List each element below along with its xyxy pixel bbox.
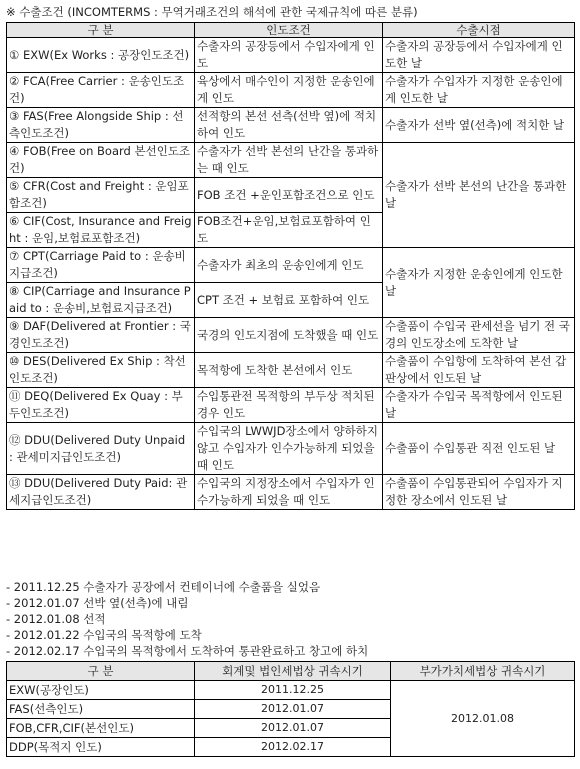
export-point-cell: 수출품이 수입통관 직전 인도된 날	[383, 423, 575, 475]
delivery-cell: 육상에서 매수인이 지정한 운송인에게 인도	[195, 73, 383, 108]
export-point-cell: 수출품이 수입항에 도착하여 본선 갑판상에서 인도된 날	[383, 353, 575, 388]
delivery-cell: FOB조건+운임,보험료포함하여 인도	[195, 213, 383, 248]
attribution-timing-table	[6, 661, 575, 757]
column-header-accounting-timing: 회계및 법인세법상 귀속시기	[195, 662, 391, 681]
table-row	[7, 353, 575, 388]
export-point-cell: 수출자가 선박 본선의 난간을 통과한 날	[383, 143, 575, 248]
delivery-cell: CPT 조건 + 보험료 포함하여 인도	[195, 283, 383, 318]
column-header-delivery: 인도조건	[195, 23, 383, 38]
accounting-date-cell: 2012.02.17	[195, 738, 391, 757]
table-row	[7, 681, 575, 700]
term-cell: ③ FAS(Free Alongside Ship : 선측인도조건)	[7, 108, 195, 143]
table-row	[7, 73, 575, 108]
column-header-export-point: 수출시점	[383, 23, 575, 38]
table-row	[7, 388, 575, 423]
export-point-cell: 수출품이 수입통관되어 수입자가 지정한 장소에서 인도된 날	[383, 475, 575, 510]
delivery-cell: 선적항의 본선 선측(선박 옆)에 적치하여 인도	[195, 108, 383, 143]
term-cell: ① EXW(Ex Works : 공장인도조건)	[7, 38, 195, 73]
term-cell: ⑥ CIF(Cost, Insurance and Freight : 운임,보험료포함조건)	[7, 213, 195, 248]
section-heading: ※ 수출조건 (INCOMTERMS : 무역거래조건의 해석에 관한 국제규칙에 따른 분류)	[6, 5, 418, 19]
term-cell: FOB,CFR,CIF(본선인도)	[7, 719, 195, 738]
accounting-date-cell: 2011.12.25	[195, 681, 391, 700]
delivery-cell: 수입통관전 목적항의 부두상 적치된 경우 인도	[195, 388, 383, 423]
note-line: - 2012.01.08 선적	[6, 612, 106, 626]
note-line: - 2012.01.07 선박 옆(선측)에 내림	[6, 596, 189, 610]
delivery-cell: 수출자가 최초의 운송인에게 인도	[195, 248, 383, 283]
table-row	[7, 248, 575, 283]
delivery-cell: 수입국의 지정장소에서 수입자가 인수가능하게 되었을 때 인도	[195, 475, 383, 510]
timeline-notes	[6, 579, 576, 659]
table-row	[7, 108, 575, 143]
term-cell: ⑩ DES(Delivered Ex Ship : 착선인도조건)	[7, 353, 195, 388]
accounting-date-cell: 2012.01.07	[195, 700, 391, 719]
export-point-cell: 수출품이 수입국 관세선을 넘기 전 국경의 인도장소에 도착한 날	[383, 318, 575, 353]
table-row	[7, 143, 575, 178]
note-line: - 2012.02.17 수입국의 목적항에서 도착하여 통관완료하고 창고에 하치	[6, 644, 369, 658]
delivery-cell: 수출자가 선박 본선의 난간을 통과하는 때 인도	[195, 143, 383, 178]
export-point-cell: 수출자가 지정한 운송인에게 인도한 날	[383, 248, 575, 318]
note-line: - 2011.12.25 수출자가 공장에서 컨테이너에 수출품을 실었음	[6, 580, 321, 594]
delivery-cell: 목적항에 도착한 본선에서 인도	[195, 353, 383, 388]
delivery-cell: 국경의 인도지점에 도착했을 때 인도	[195, 318, 383, 353]
table-row	[7, 423, 575, 475]
term-cell: ⑤ CFR(Cost and Freight : 운임포함조건)	[7, 178, 195, 213]
term-cell: ⑧ CIP(Carriage and Insurance Paid to : 운송비,보험료지급조건)	[7, 283, 195, 318]
export-point-cell: 수출자가 수입국 목적항에서 인도된 날	[383, 388, 575, 423]
delivery-cell: 수출자의 공장등에서 수입자에게 인도	[195, 38, 383, 73]
table-row	[7, 318, 575, 353]
accounting-date-cell: 2012.01.07	[195, 719, 391, 738]
export-point-cell: 수출자가 수입자가 지정한 운송인에게 인도한 날	[383, 73, 575, 108]
term-cell: DDP(목적지 인도)	[7, 738, 195, 757]
term-cell: FAS(선측인도)	[7, 700, 195, 719]
term-cell: ② FCA(Free Carrier : 운송인도조건)	[7, 73, 195, 108]
export-point-cell: 수출자의 공장등에서 수입자에게 인도한 날	[383, 38, 575, 73]
column-header-category: 구 분	[7, 662, 195, 681]
delivery-cell: FOB 조건 +운인포함조건으로 인도	[195, 178, 383, 213]
term-cell: ⑪ DEQ(Delivered Ex Quay : 부두인도조건)	[7, 388, 195, 423]
note-line: - 2012.01.22 수입국의 목적항에 도착	[6, 628, 202, 642]
table-row	[7, 475, 575, 510]
term-cell: ④ FOB(Free on Board 본선인도조건)	[7, 143, 195, 178]
table-header-row	[7, 662, 575, 681]
column-header-vat-timing: 부가가치세법상 귀속시기	[391, 662, 575, 681]
term-cell: ⑦ CPT(Carriage Paid to : 운송비지급조건)	[7, 248, 195, 283]
delivery-cell: 수입국의 LWWJD장소에서 양하하지 않고 수입자가 인수가능하게 되었을 때 인도	[195, 423, 383, 475]
term-cell: EXW(공장인도)	[7, 681, 195, 700]
table-row	[7, 38, 575, 73]
column-header-category: 구 분	[7, 23, 195, 38]
export-point-cell: 수출자가 선박 옆(선측)에 적치한 날	[383, 108, 575, 143]
vat-date-cell: 2012.01.08	[391, 681, 575, 757]
term-cell: ⑨ DAF(Delivered at Frontier : 국경인도조건)	[7, 318, 195, 353]
term-cell: ⑬ DDU(Delivered Duty Paid: 관세지급인도조건)	[7, 475, 195, 510]
term-cell: ⑫ DDU(Delivered Duty Unpaid : 관세미지급인도조건)	[7, 423, 195, 475]
table-header-row	[7, 23, 575, 38]
incoterms-table	[6, 22, 575, 510]
